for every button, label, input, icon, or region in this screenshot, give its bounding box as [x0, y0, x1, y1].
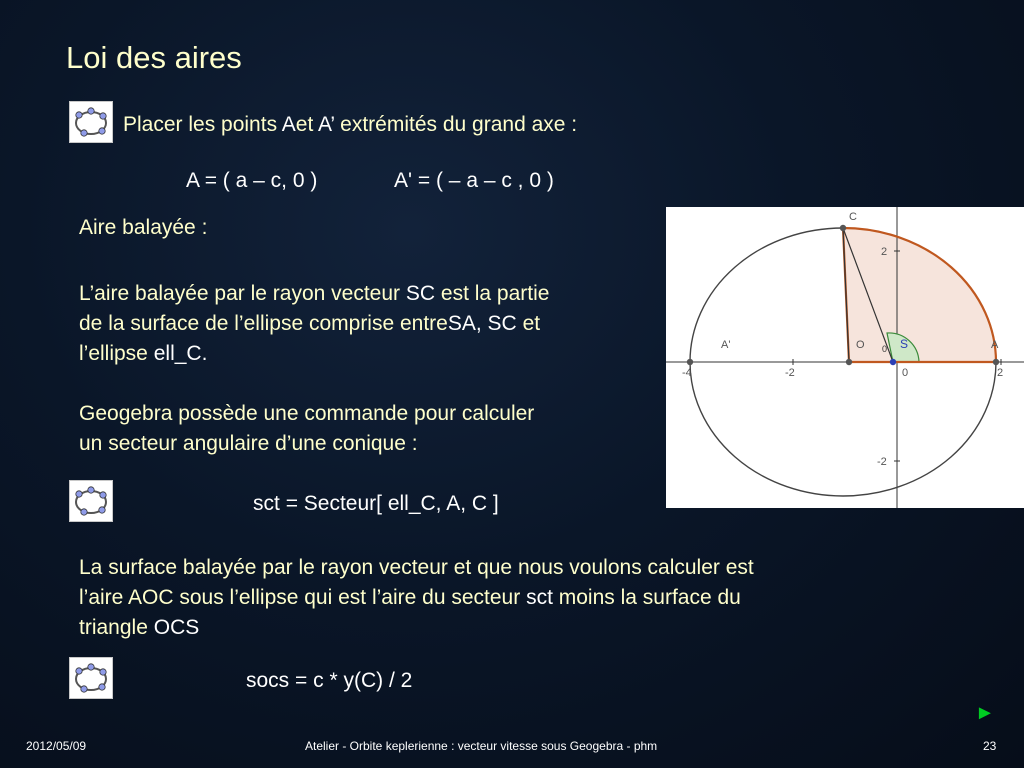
- coord-a-label: A: [186, 169, 199, 192]
- ellipse-name: ell_C.: [153, 342, 208, 365]
- socs-command-expr: = c * y(C) / 2: [295, 669, 413, 692]
- sector-command-expr: = Secteur[ ell_C, A, C ]: [285, 492, 499, 515]
- y-tick-label: -2: [877, 456, 887, 468]
- surface-line3-text: triangle: [79, 616, 148, 639]
- geogebra-line-1: Geogebra possède une commande pour calculer: [79, 402, 535, 425]
- coord-a: [186, 166, 317, 196]
- x-tick-label: 2: [997, 367, 1004, 379]
- point-s-label: S: [900, 337, 909, 351]
- geogebra-paragraph: [79, 399, 534, 459]
- area-heading: Aire balayée :: [79, 216, 208, 239]
- step1-conj: et: [295, 113, 314, 136]
- page-number: 23: [983, 739, 997, 753]
- coord-a-value: = ( a – c, 0 ): [204, 169, 318, 192]
- area-line1-text: L’aire balayée par le rayon vecteur: [79, 282, 401, 305]
- x-tick-label: -4: [682, 367, 692, 379]
- step1-tail: extrémités du grand axe :: [340, 113, 578, 136]
- footer-title: Atelier - Orbite keplerienne : vecteur vitesse sous Geogebra - phm: [305, 739, 658, 753]
- sector-name: sct: [526, 586, 553, 609]
- footer-date: 2012/05/09: [26, 739, 87, 753]
- slide-title: Loi des aires: [66, 40, 242, 75]
- point-a-prime-label: A’: [317, 113, 335, 136]
- area-line1-tail: est la partie: [440, 282, 550, 305]
- point-a-label: A: [281, 113, 296, 136]
- area-line2-text: de la surface de l’ellipse comprise entre: [79, 312, 448, 335]
- geogebra-graph: [666, 207, 1024, 508]
- graph-point-a-label: A: [991, 339, 999, 351]
- geogebra-icon[interactable]: [69, 480, 113, 522]
- step1-intro: Placer les points: [123, 113, 278, 136]
- coord-a-prime: [394, 166, 554, 196]
- y-tick-label: 2: [881, 246, 888, 258]
- sector-command: [253, 489, 499, 519]
- surface-line-1: La surface balayée par le rayon vecteur et que nous voulons calculer est: [79, 556, 754, 579]
- area-line3-text: l’ellipse: [79, 342, 148, 365]
- vector-sc: SC: [405, 282, 436, 305]
- area-paragraph: [79, 279, 669, 369]
- area-line-2: [79, 309, 669, 339]
- point-c-label: C: [849, 211, 857, 223]
- step1-line: [123, 110, 577, 140]
- graph-point-a-prime-label: A': [721, 339, 731, 351]
- area-line-1: [79, 279, 669, 309]
- sector-command-name: sct: [253, 492, 280, 515]
- socs-command: [246, 666, 412, 696]
- area-line2-tail: et: [522, 312, 541, 335]
- triangle-name: OCS: [153, 616, 200, 639]
- socs-command-name: socs: [246, 669, 290, 692]
- surface-line2-text: l’aire AOC sous l’ellipse qui est l’aire du secteur: [79, 586, 521, 609]
- geogebra-icon[interactable]: [69, 101, 113, 143]
- surface-line-3: [79, 613, 754, 643]
- coord-a-prime-value: = ( – a – c , 0 ): [417, 169, 554, 192]
- surface-paragraph: [79, 553, 754, 643]
- surface-line-2: [79, 583, 754, 613]
- surface-line2-tail: moins la surface du: [558, 586, 741, 609]
- vectors-sa-sc: SA, SC: [447, 312, 517, 335]
- next-arrow-icon[interactable]: ►: [975, 702, 995, 724]
- x-tick-label: -2: [785, 367, 795, 379]
- x-tick-label: 0: [902, 367, 909, 379]
- geogebra-line-2: un secteur angulaire d’une conique :: [79, 432, 418, 455]
- geogebra-icon[interactable]: [69, 657, 113, 699]
- coord-a-prime-label: A': [394, 169, 413, 192]
- point-o-label: O: [856, 339, 865, 351]
- area-line-3: [79, 339, 669, 369]
- angle-label: 0: [882, 344, 888, 354]
